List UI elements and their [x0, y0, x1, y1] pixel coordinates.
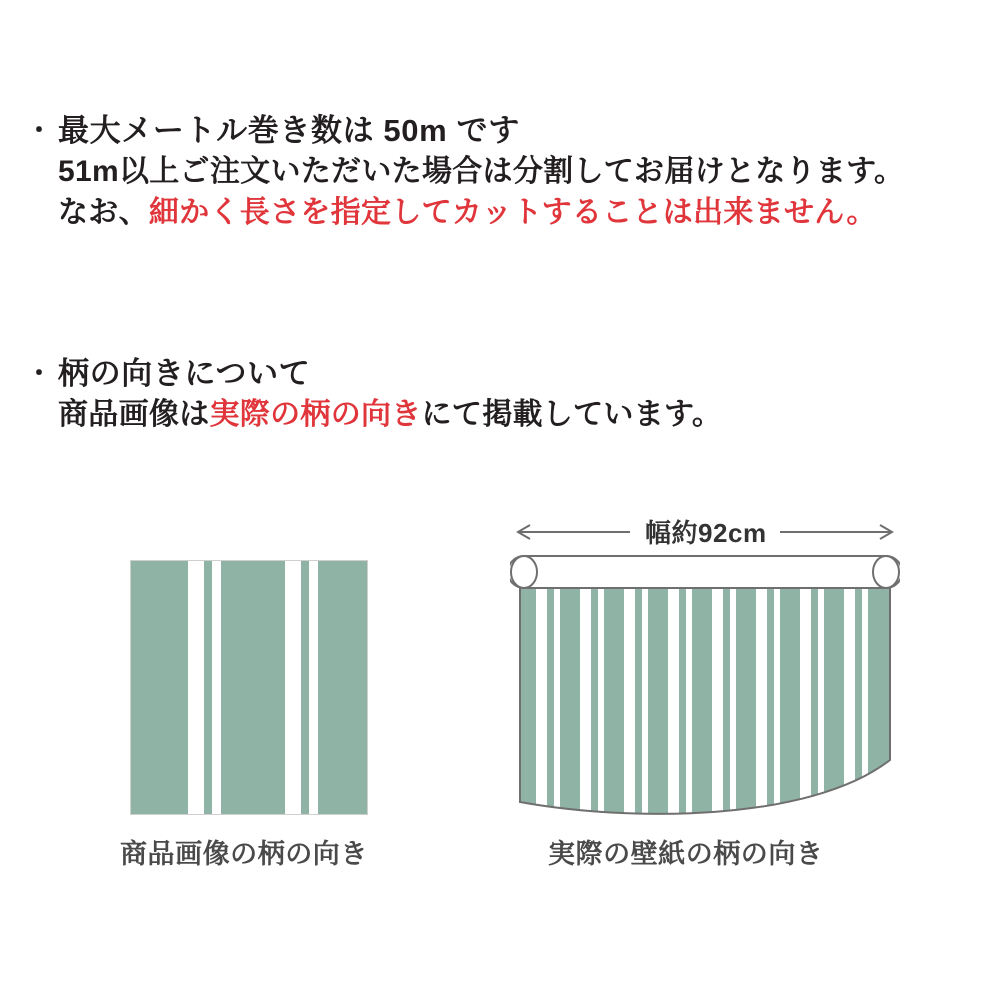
section-heading-row — [26, 112, 976, 151]
section-max-roll-length — [26, 112, 976, 234]
section-pattern-direction — [26, 355, 976, 435]
body-text: にて掲載しています。 — [421, 397, 723, 431]
body-text: 51m以上ご注文いただいた場合は分割してお届けとなります。 — [58, 154, 905, 188]
section-heading: 最大メートル巻き数は 50m です — [58, 113, 520, 148]
body-text: 商品画像は — [58, 397, 210, 431]
section-heading-row — [26, 355, 976, 394]
figure-product-image-swatch — [130, 560, 368, 815]
section-body-line-2 — [58, 192, 976, 233]
bullet-icon: ・ — [26, 358, 53, 388]
width-dimension-label: 幅約92cm — [645, 518, 767, 548]
body-text-highlight: 細かく長さを指定してカットすることは出来ません。 — [148, 196, 877, 230]
caption-actual-wallpaper: 実際の壁紙の柄の向き — [548, 839, 824, 869]
section-body-line-1 — [58, 394, 976, 435]
caption-product-image: 商品画像の柄の向き — [120, 839, 368, 869]
body-text-highlight: 実際の柄の向き — [209, 397, 422, 431]
section-body-line-1 — [58, 151, 976, 192]
body-text: なお、 — [58, 196, 149, 230]
vertical-stripe-swatch-icon — [130, 560, 368, 815]
figure-actual-wallpaper-roll — [510, 510, 900, 820]
bullet-icon: ・ — [26, 115, 53, 145]
wallpaper-roll-icon — [510, 510, 900, 820]
section-heading: 柄の向きについて — [58, 356, 311, 391]
